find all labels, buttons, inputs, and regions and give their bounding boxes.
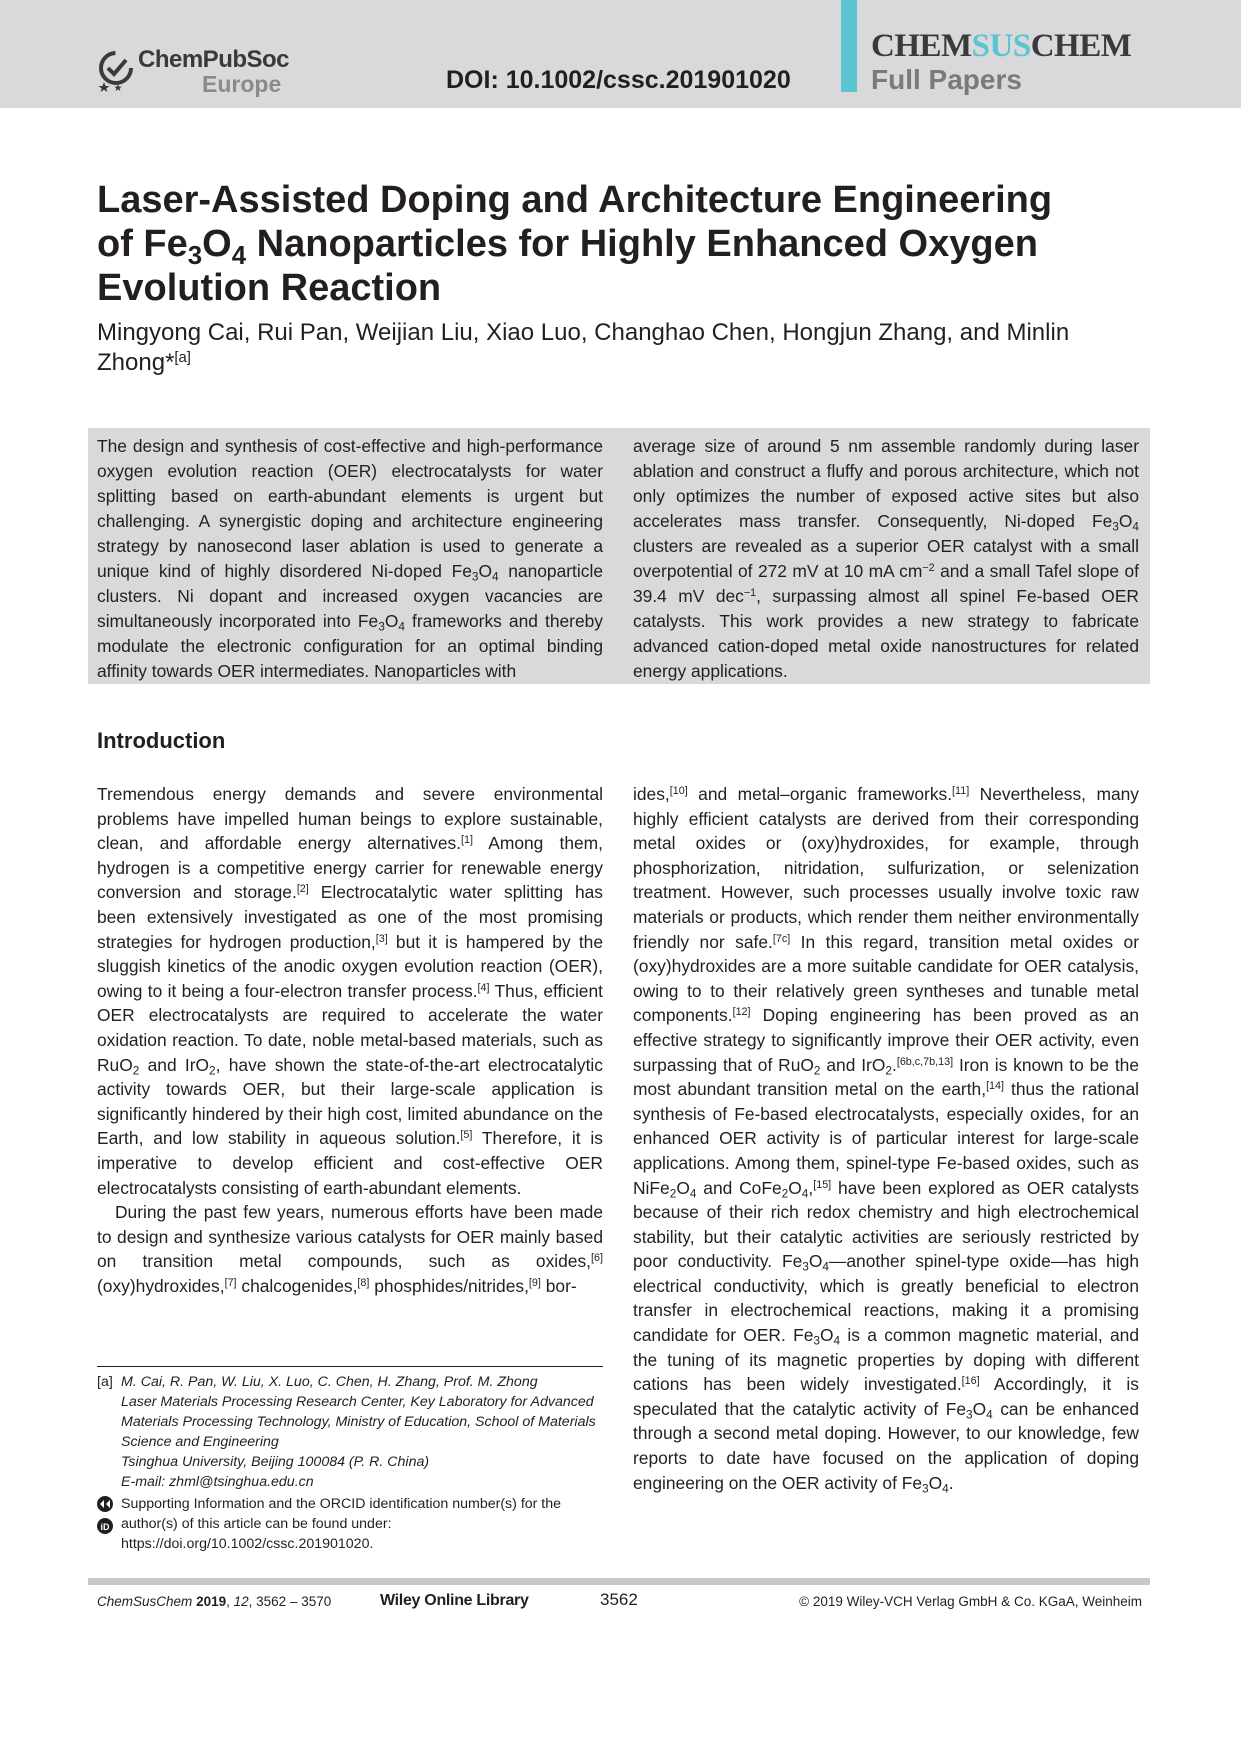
body-text: (oxy)hydroxides, — [97, 1275, 225, 1296]
body-right-column — [633, 782, 1139, 1495]
svg-text:iD: iD — [100, 1522, 110, 1532]
affiliation-tag: [a] — [97, 1374, 113, 1390]
body-text: Iron is known to be the most abundant transition metal on the earth, — [633, 1054, 1139, 1100]
abstract-text: O — [1118, 511, 1133, 531]
citation-ref[interactable]: [8] — [357, 1276, 370, 1289]
subscript: 3 — [922, 1481, 929, 1496]
affiliation-body — [121, 1372, 607, 1492]
subscript: 3 — [966, 1407, 973, 1422]
body-text: Doping engineering has been proved as an effective strategy to significantly improve their OER activity, even surpassing that of RuO — [633, 1005, 1139, 1075]
abstract-text: and a small Tafel slope of 39.4 mV dec — [633, 561, 1139, 606]
body-text: and IrO — [820, 1054, 886, 1075]
abstract-text: frameworks and thereby modulate the electronic configuration for an optimal binding affinity towards OER intermediates. Nanoparticles with — [97, 611, 603, 681]
body-text: and IrO — [139, 1054, 210, 1075]
abstract-box — [88, 428, 1150, 684]
body-text: but it is hampered by the sluggish kinetics of the anodic oxygen evolution reaction (OER), owing to it being a four-electron transfer process. — [97, 931, 603, 1001]
body-text: O — [928, 1472, 943, 1493]
supporting-info-link[interactable]: https://doi.org/10.1002/cssc.201901020. — [121, 1536, 374, 1552]
citation-ref[interactable]: [2] — [296, 883, 309, 896]
body-text: . — [948, 1472, 954, 1493]
title-text: Nanoparticles for Highly Enhanced Oxygen Evolution Reaction — [97, 223, 1038, 309]
footnote-rule — [97, 1366, 603, 1367]
body-text: Thus, efficient OER electrocatalysts are required to accelerate the water oxidation reaction. To date, noble metal-based materials, such as RuO — [97, 980, 603, 1075]
body-text: and metal–organic frameworks. — [687, 784, 953, 804]
affiliation-footnote — [97, 1372, 607, 1492]
journal-title-part1: CHEM — [871, 28, 972, 64]
section-heading-introduction: Introduction — [97, 728, 226, 753]
subscript: 2 — [885, 1063, 892, 1078]
abstract-text: nanoparticle clusters. Ni dopant and increased oxygen vacancies are simultaneously incorporated into Fe — [97, 561, 603, 631]
body-paragraph — [633, 782, 1139, 1495]
body-text: —another spinel-type oxide—has high electrical conductivity, which is greatly beneficial to electron transfer in electrochemical reactions, making it a promising candidate for OER. Fe — [633, 1251, 1139, 1346]
body-text: , have shown the state-of-the-art electrocatalytic activity towards OER, but their large-scale application is significantly hindered by their high cost, limited abundance on the Earth, and low stability in aqueous solution. — [97, 1054, 603, 1149]
subscript: 3 — [378, 619, 385, 634]
publisher-logo[interactable] — [96, 42, 296, 98]
abstract-left-column — [97, 434, 603, 684]
subscript: 4 — [942, 1481, 949, 1496]
subscript: 4 — [1132, 519, 1139, 534]
corresponding-author-mark: * — [165, 349, 175, 376]
citation-pages: , 3562 – 3570 — [248, 1594, 332, 1609]
journal-title-part3: CHEM — [1030, 28, 1132, 64]
article-type: Full Papers — [871, 64, 1022, 95]
doi-link[interactable]: DOI: 10.1002/cssc.201901020 — [446, 66, 791, 94]
body-text: thus the rational synthesis of Fe-based electrocatalysts, especially oxides, for an enhanced OER activity is of particular interest for large-scale applications. Among them, spinel-type Fe-based oxides, such as NiFe — [633, 1079, 1139, 1198]
affiliation-institution: Laser Materials Processing Research Center, Key Laboratory for Advanced Materials Processing Technology, Ministry of Education, School of Materials Science and Engineering — [121, 1394, 596, 1450]
abstract-text: average size of around 5 nm assemble randomly during laser ablation and construct a fluffy and porous architecture, which not only optimizes the number of exposed active sites but also accelerates mass transfer. Consequently, Ni-doped Fe — [633, 436, 1139, 531]
body-text: Accordingly, it is speculated that the catalytic activity of Fe — [633, 1374, 1139, 1419]
citation-journal: ChemSusChem — [97, 1594, 193, 1609]
body-text: Tremendous energy demands and severe environmental problems have impelled human beings to explore sustainable, clean, and affordable energy alternatives. — [97, 784, 603, 854]
citation-ref[interactable]: [7] — [224, 1276, 237, 1289]
citation-ref[interactable]: [7c] — [772, 932, 791, 945]
title-text: Laser-Assisted Doping and Architecture Engineering of Fe — [97, 179, 1053, 265]
supporting-info-note — [96, 1494, 606, 1554]
abstract-text: The design and synthesis of cost-effective and high-performance oxygen evolution reaction (OER) electrocatalysts for water splitting based on earth-abundant elements is urgent but challenging. A synergistic doping and architecture engineering strategy by nanosecond laser ablation is used to generate a unique kind of highly disordered Ni-doped Fe — [97, 436, 603, 581]
affiliation-email[interactable]: E-mail: zhml@tsinghua.edu.cn — [121, 1474, 314, 1490]
title-text: O — [202, 223, 232, 265]
body-text: can be enhanced through a second metal doping. However, to our knowledge, few reports to date have focused on the application of doping engineering on the OER activity of Fe — [633, 1398, 1139, 1493]
subscript: 4 — [492, 569, 499, 584]
logo-text-line2: Europe — [202, 71, 282, 97]
subscript: 2 — [669, 1186, 677, 1201]
superscript: −2 — [922, 562, 935, 575]
journal-title — [871, 28, 1131, 65]
journal-accent-bar — [841, 0, 857, 92]
citation-year: 2019 — [196, 1594, 227, 1609]
body-text: bor- — [540, 1275, 577, 1296]
citation-ref[interactable]: [9] — [528, 1276, 541, 1289]
author-names: Mingyong Cai, Rui Pan, Weijian Liu, Xiao Luo, Changhao Chen, Hongjun Zhang, and Minlin Zhong — [97, 319, 1070, 376]
citation-ref[interactable]: [16] — [961, 1375, 980, 1388]
chempubsoc-logo-icon — [96, 48, 140, 92]
body-text: O — [972, 1398, 987, 1419]
subscript: 2 — [209, 1063, 216, 1078]
body-text: O — [819, 1325, 834, 1346]
body-text: O — [676, 1177, 690, 1198]
affiliation-ref[interactable]: [a] — [174, 349, 191, 366]
copyright-notice: © 2019 Wiley-VCH Verlag GmbH & Co. KGaA, Weinheim — [799, 1594, 1142, 1609]
subscript: 2 — [813, 1063, 821, 1078]
subscript: 4 — [801, 1186, 809, 1201]
article-title — [97, 178, 1097, 310]
citation-ref[interactable]: [12] — [732, 1006, 751, 1019]
subscript: 2 — [781, 1186, 789, 1201]
header-band — [0, 0, 1241, 108]
body-text: Among them, hydrogen is a competitive energy carrier for renewable energy conversion and storage. — [97, 833, 603, 903]
superscript: −1 — [743, 587, 757, 600]
abstract-text: clusters are revealed as a superior OER catalyst with a small overpotential of 272 mV at 10 mA cm — [633, 536, 1139, 581]
citation-ref[interactable]: [5] — [460, 1129, 473, 1142]
citation-ref[interactable]: [14] — [986, 1080, 1005, 1093]
subscript: 3 — [471, 569, 479, 584]
subscript: 4 — [689, 1186, 697, 1201]
body-text: During the past few years, numerous efforts have been made to design and synthesize various catalysts for OER mainly based on transition metal compounds, such as oxides, — [97, 1202, 603, 1272]
body-text: chalcogenides, — [236, 1275, 358, 1296]
abstract-right-column — [633, 434, 1139, 684]
abstract-text: O — [478, 561, 493, 581]
subscript: 2 — [132, 1063, 140, 1078]
body-text: ides, — [633, 784, 670, 804]
citation-ref[interactable]: [6] — [591, 1252, 603, 1265]
body-text: have been explored as OER catalysts because of their rich redox chemistry and high electrochemical stability, but their catalytic activities are seriously restricted by poor conductivity. Fe — [633, 1177, 1139, 1272]
abstract-text: O — [384, 611, 399, 631]
author-list — [97, 318, 1097, 378]
logo-text-line1: ChemPubSoc — [138, 46, 290, 73]
subscript: 3 — [802, 1259, 809, 1274]
body-text: phosphides/nitrides, — [369, 1275, 529, 1296]
subscript: 4 — [986, 1407, 993, 1422]
citation-line: ChemSusChem 2019, 12, 3562 – 3570 — [97, 1594, 332, 1609]
journal-title-part2: SUS — [971, 28, 1031, 64]
body-text: O — [808, 1251, 823, 1272]
citation-ref[interactable]: [11] — [952, 785, 970, 798]
page-number: 3562 — [600, 1590, 638, 1609]
supporting-info-text — [121, 1494, 606, 1554]
body-text: Nevertheless, many highly efficient catalysts are derived from their corresponding metal oxides or (oxy)hydroxides, for example, through phosphorization, nitridation, sulfurization, or selenization treatment. However, such processes usually involve toxic raw materials or products, which render them neither environmentally friendly nor safe. — [633, 784, 1139, 952]
body-text: is a common magnetic material, and the tuning of its magnetic properties by doping with different cations has been widely investigated. — [633, 1325, 1139, 1395]
citation-ref[interactable]: [3] — [375, 932, 388, 945]
title-subscript: 4 — [231, 241, 247, 270]
body-text: Therefore, it is imperative to develop efficient and cost-effective OER electrocatalysts consisting of earth-abundant elements. — [97, 1128, 603, 1198]
subscript: 4 — [822, 1259, 829, 1274]
body-text: Electrocatalytic water splitting has been extensively investigated as one of the most promising strategies for hydrogen production, — [97, 882, 603, 952]
citation-ref[interactable]: [10] — [669, 785, 688, 798]
citation-volume: 12 — [233, 1594, 249, 1609]
subscript: 4 — [398, 619, 405, 634]
abstract-text: , surpassing almost all spinel Fe-based OER catalysts. This work provides a new strategy to fabricate advanced cation-doped metal oxide nanostructures for related energy applications. — [633, 586, 1139, 681]
citation-ref[interactable]: [15] — [813, 1178, 832, 1191]
citation-ref[interactable]: [4] — [477, 981, 490, 994]
footer-rule — [88, 1578, 1150, 1585]
supporting-info-icons — [96, 1495, 114, 1537]
citation-ref[interactable]: [6b,c,7b,13] — [896, 1055, 954, 1068]
body-text: . — [891, 1054, 897, 1075]
body-text: In this regard, transition metal oxides or (oxy)hydroxides are a more suitable candidate for OER catalysis, owing to to their relatively green syntheses and tunable metal components. — [633, 931, 1139, 1026]
citation-ref[interactable]: [1] — [461, 834, 474, 847]
body-paragraph — [97, 1200, 603, 1298]
subscript: 4 — [833, 1333, 841, 1348]
affiliation-address: Tsinghua University, Beijing 100084 (P. R. China) — [121, 1454, 430, 1470]
wiley-online-library-link[interactable]: Wiley Online Library — [380, 1592, 529, 1609]
title-subscript: 3 — [187, 241, 203, 270]
body-paragraph — [97, 782, 603, 1200]
supporting-info-label: Supporting Information and the ORCID identification number(s) for the author(s) of this article can be found under: — [121, 1496, 562, 1532]
body-text: , — [808, 1177, 814, 1198]
subscript: 3 — [813, 1333, 820, 1348]
body-left-column — [97, 782, 603, 1298]
body-text: and CoFe — [696, 1177, 782, 1198]
body-text: O — [788, 1177, 802, 1198]
affiliation-authors: M. Cai, R. Pan, W. Liu, X. Luo, C. Chen, H. Zhang, Prof. M. Zhong — [121, 1374, 538, 1390]
subscript: 3 — [1112, 519, 1119, 534]
